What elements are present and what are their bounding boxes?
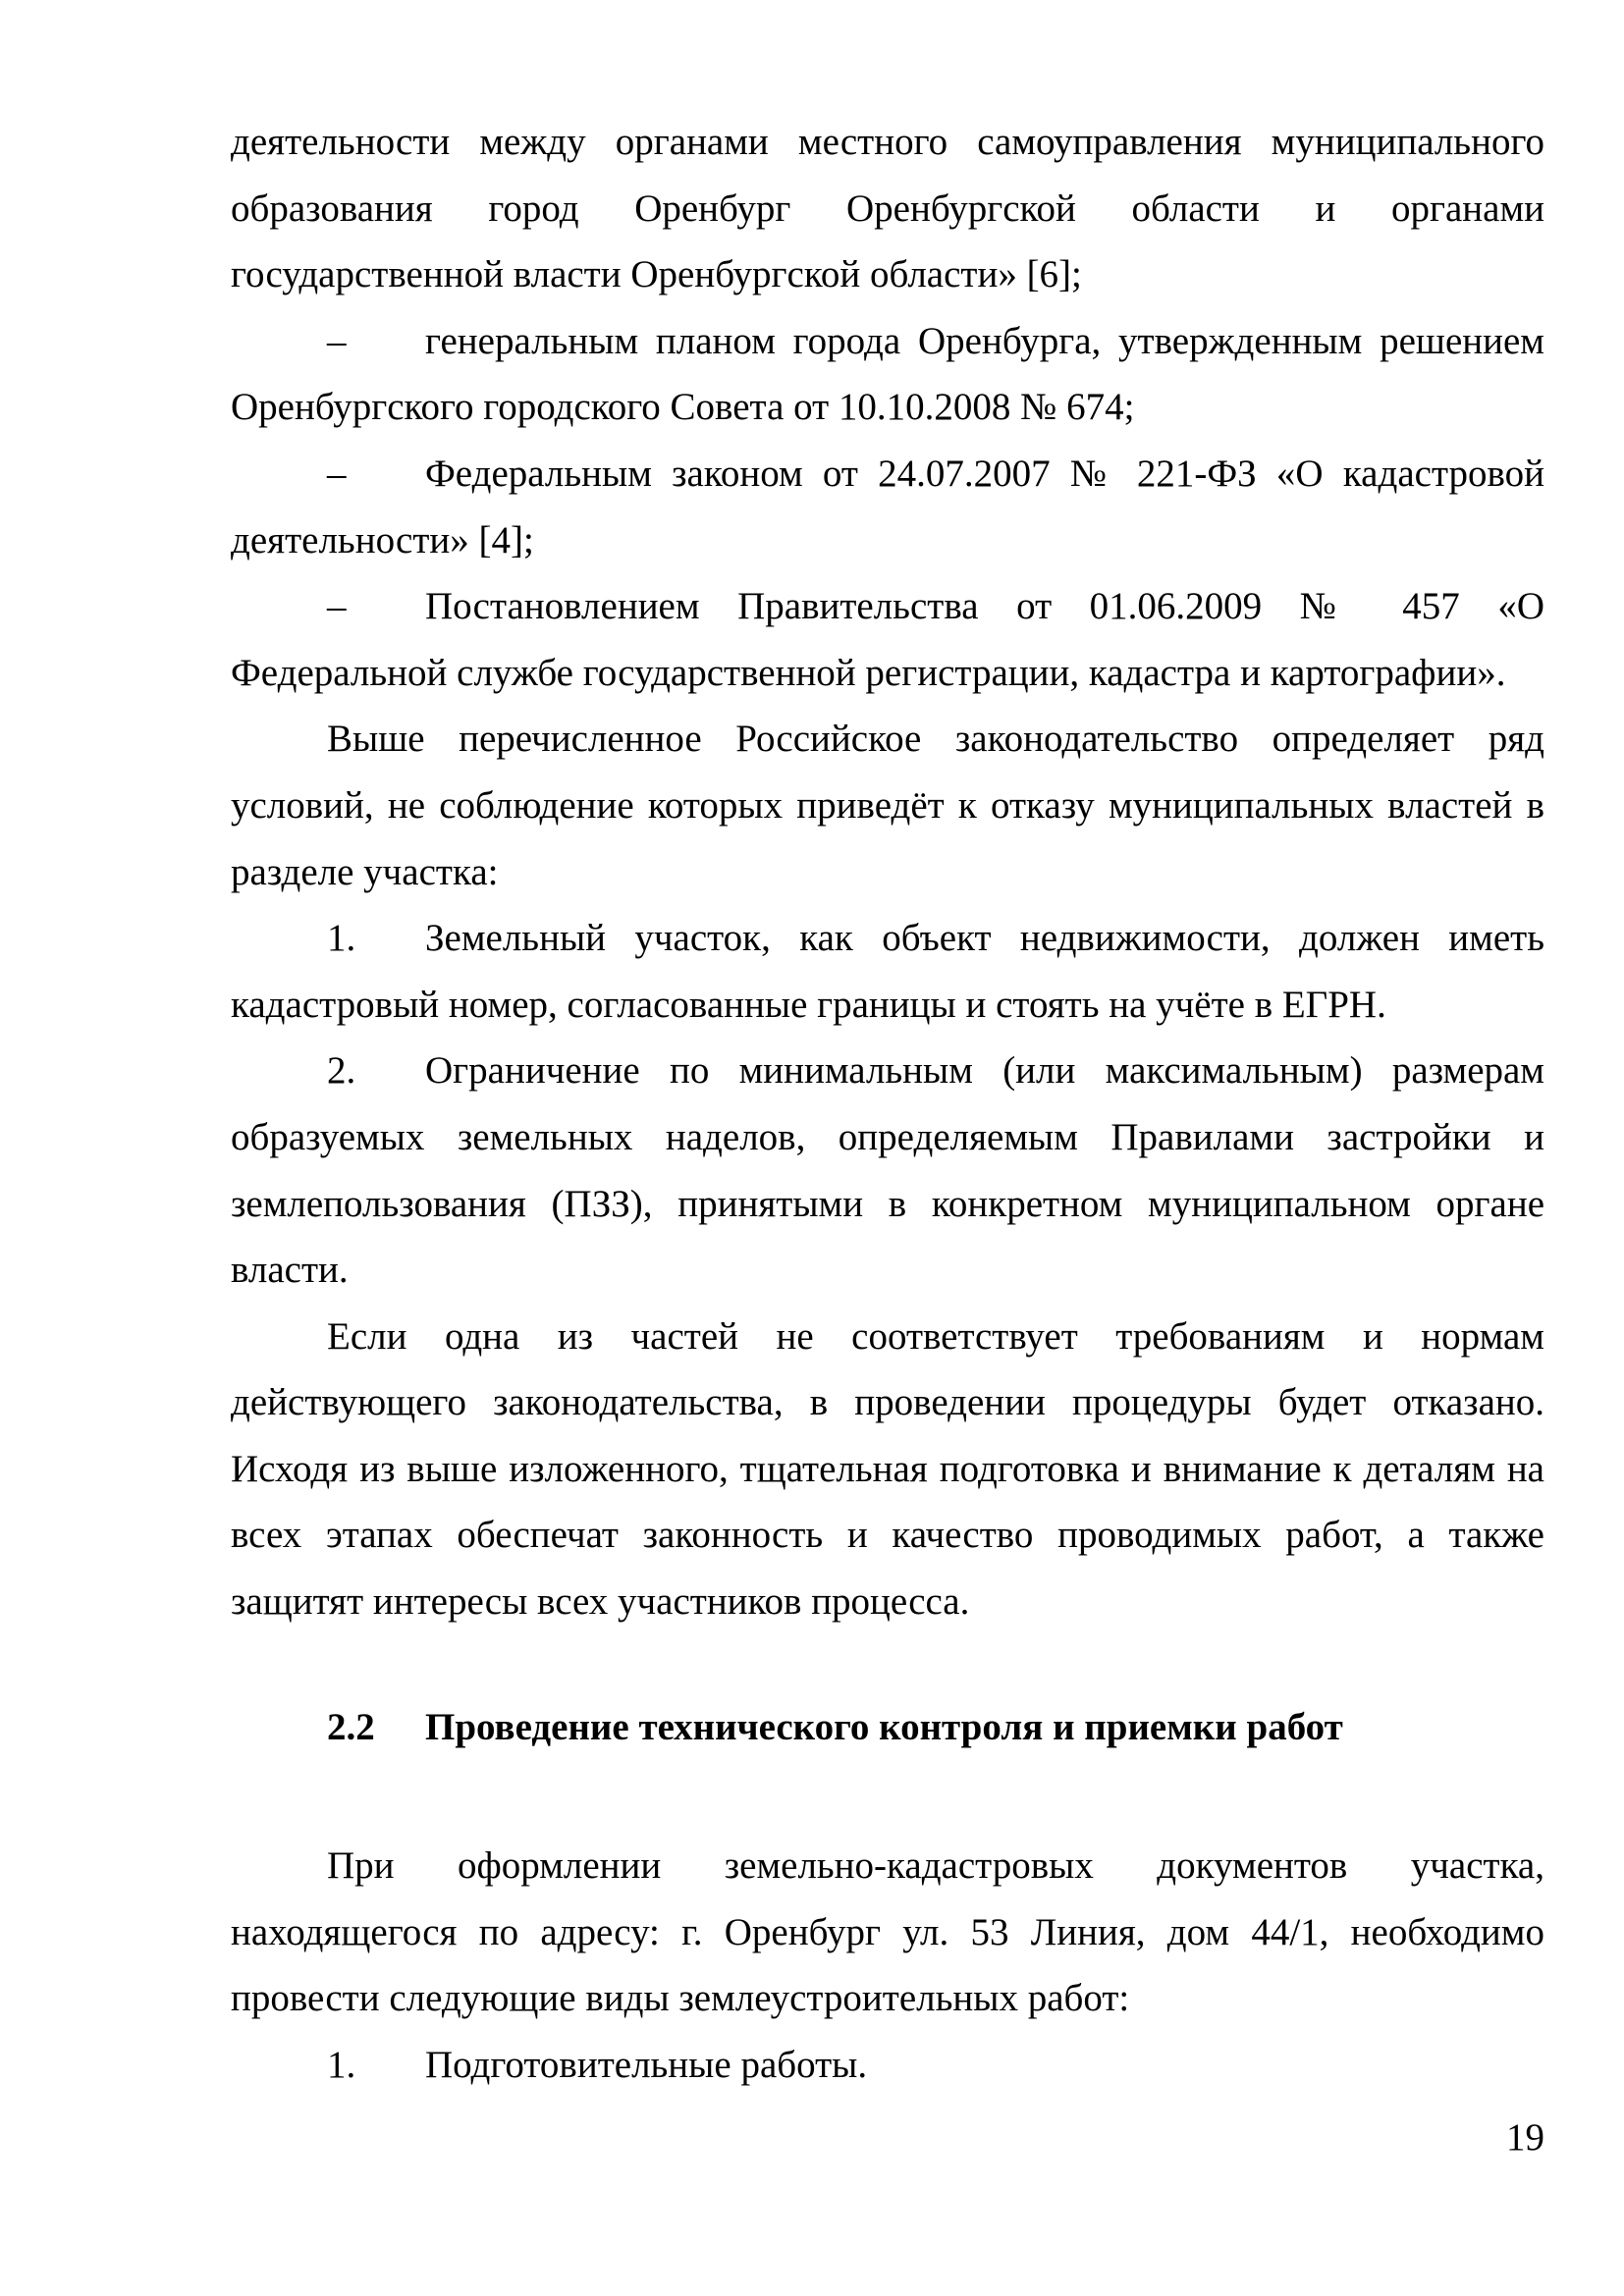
section-heading-2-2 xyxy=(231,1694,1544,1761)
section-title: Проведение технического контроля и приемки работ xyxy=(425,1705,1343,1748)
list-number: 2. xyxy=(327,1049,356,1093)
list-number: 1. xyxy=(327,917,356,960)
numbered-item-2 xyxy=(231,1038,1544,1303)
paragraph-intro-conditions xyxy=(231,706,1544,905)
numbered-item-1 xyxy=(231,905,1544,1038)
first-line-indent xyxy=(231,2076,327,2077)
first-line-indent xyxy=(231,617,327,618)
paragraph-text: Если одна из частей не соответствует требованиям и нормам действующего законодательства, в проведении процедуры будет отказано. Исходя из выше изложенного, тщательная подготовка и внимание к деталям на всех этапах обеспечат законность и качество проводимых работ, а также защитят интересы всех участников процесса. xyxy=(231,1314,1544,1624)
list-marker: – xyxy=(327,585,347,628)
list-item-dash-general-plan xyxy=(231,308,1544,441)
paragraph-text: Федеральным законом от 24.07.2007 № 221-ФЗ «О кадастровой деятельности» [4]; xyxy=(231,452,1544,561)
paragraph-text: генеральным планом города Оренбурга, утвержденным решением Оренбургского городского Совета от 10.10.2008 № 674; xyxy=(231,319,1544,429)
list-item-dash-federal-law xyxy=(231,441,1544,573)
numbered-item-preparatory-works xyxy=(231,2032,1544,2099)
first-line-indent xyxy=(231,1877,327,1878)
paragraph-text: При оформлении земельно-кадастровых документов участка, находящегося по адресу: г. Оренбург ул. 53 Линия, дом 44/1, необходимо провести следующие виды землеустроительных работ: xyxy=(231,1844,1544,2020)
paragraph-text: Подготовительные работы. xyxy=(425,2044,868,2087)
first-line-indent xyxy=(231,352,327,353)
first-line-indent xyxy=(231,1348,327,1349)
first-line-indent xyxy=(231,750,327,751)
list-item-dash-government-decree xyxy=(231,573,1544,706)
list-number: 1. xyxy=(327,2044,356,2087)
paragraph-section-intro xyxy=(231,1833,1544,2032)
first-line-indent xyxy=(231,1082,327,1083)
paragraph-text: Земельный участок, как объект недвижимости, должен иметь кадастровый номер, согласованные границы и стоять на учёте в ЕГРН. xyxy=(231,917,1544,1026)
paragraph-continuation xyxy=(231,109,1544,308)
page-number: 19 xyxy=(1506,2116,1544,2159)
first-line-indent xyxy=(231,485,327,486)
paragraph-text: деятельности между органами местного самоуправления муниципального образования город Оренбург Оренбургской области и органами государственной власти Оренбургской области» [6]; xyxy=(231,121,1544,296)
paragraph-text: Выше перечисленное Российское законодательство определяет ряд условий, не соблюдение которых приведёт к отказу муниципальных властей в разделе участка: xyxy=(231,718,1544,893)
paragraph-text: Постановлением Правительства от 01.06.2009 № 457 «О Федеральной службе государственной регистрации, кадастра и картографии». xyxy=(231,585,1544,694)
paragraph-text: Ограничение по минимальным (или максимальным) размерам образуемых земельных наделов, определяемым Правилами застройки и землепользования (ПЗЗ), принятыми в конкретном муниципальном органе власти. xyxy=(231,1049,1544,1292)
section-number: 2.2 xyxy=(327,1705,375,1748)
first-line-indent xyxy=(231,1738,327,1739)
list-marker: – xyxy=(327,452,347,495)
paragraph-conclusion xyxy=(231,1304,1544,1635)
first-line-indent xyxy=(231,949,327,950)
page-content xyxy=(231,109,1544,2099)
list-marker: – xyxy=(327,319,347,362)
